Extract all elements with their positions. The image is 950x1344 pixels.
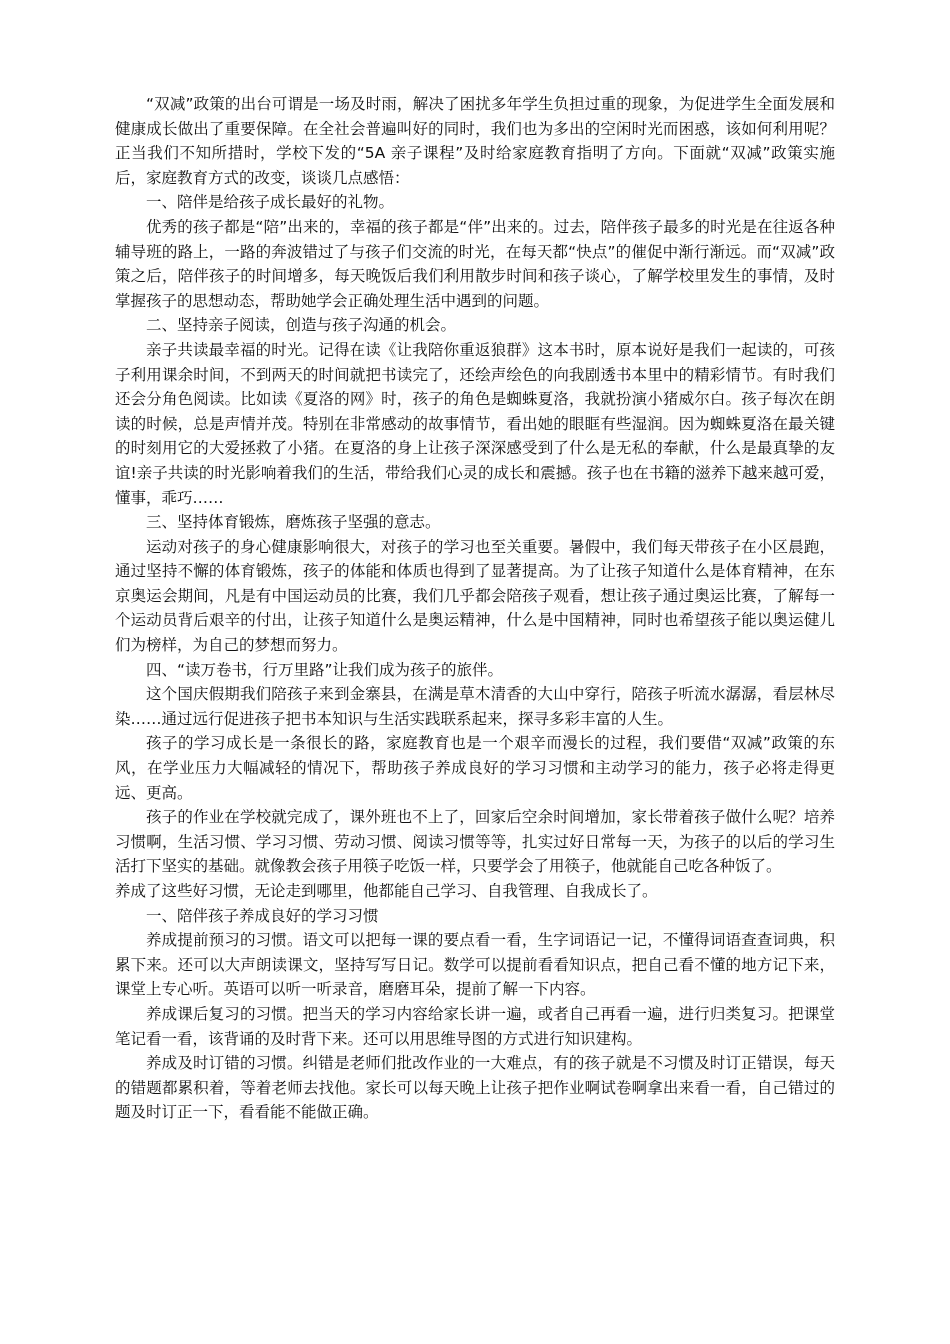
section-heading-travel: 四、“读万卷书，行万里路”让我们成为孩子的旅伴。 [146, 660, 504, 679]
section-heading-exercise: 三、坚持体育锻炼，磨炼孩子坚强的意志。 [146, 513, 441, 532]
habits-intro-paragraph: 孩子的作业在学校就完成了，课外班也不上了，回家后空余时间增加，家长带着孩子做什么呢？培养习惯啊，生活习惯、学习习惯、劳动习惯、阅读习惯等等，扎实过好日常每一天，为孩子的以后的学习生活打下坚实的基础。就像教会孩子用筷子吃饭一样，只要学会了用筷子，他就能自己吃各种饭了。 [115, 808, 835, 876]
travel-paragraph: 这个国庆假期我们陪孩子来到金寨县，在满是草木清香的大山中穿行，陪孩子听流水潺潺，看层林尽染……通过远行促进孩子把书本知识与生活实践联系起来，探寻多彩丰富的人生。 [115, 685, 835, 728]
exercise-paragraph: 运动对孩子的身心健康影响很大，对孩子的学习也至关重要。暑假中，我们每天带孩子在小区晨跑，通过坚持不懈的体育锻炼，孩子的体能和体质也得到了显著提高。为了让孩子知道什么是体育精神，在东京奥运会期间，凡是有中国运动员的比赛，我们几乎都会陪孩子观看，想让孩子通过奥运比赛，了解每一个运动员背后艰辛的付出，让孩子知道什么是奥运精神，什么是中国精神，同时也希望孩子能以奥运健儿们为榜样，为自己的梦想而努力。 [115, 537, 835, 655]
habits-conclusion-line: 养成了这些好习惯，无论走到哪里，他都能自己学习、自我管理、自我成长了。 [115, 882, 658, 900]
correction-habit-paragraph: 养成及时订错的习惯。纠错是老师们批改作业的一大难点，有的孩子就是不习惯及时订正错误，每天的错题都累积着，等着老师去找他。家长可以每天晚上让孩子把作业啊试卷啊拿出来看一看，自己错过的题及时订正一下，看看能不能做正确。 [115, 1054, 835, 1122]
reading-paragraph: 亲子共读最幸福的时光。记得在读《让我陪你重返狼群》这本书时，原本说好是我们一起读的，可孩子利用课余时间，不到两天的时间就把书读完了，还绘声绘色的向我剧透书本里中的精彩情节。有时我们还会分角色阅读。比如读《夏洛的网》时，孩子的角色是蜘蛛夏洛，我就扮演小猪威尔白。孩子每次在朗读的时候，总是声情并茂。特别在非常感动的故事情节，看出她的眼眶有些湿润。因为蜘蛛夏洛在最关键的时刻用它的大爱拯救了小猪。在夏洛的身上让孩子深深感受到了什么是无私的奉献，什么是最真挚的友谊!亲子共读的时光影响着我们的生活，带给我们心灵的成长和震撼。孩子也在书籍的滋养下越来越可爱，懂事，乖巧…… [115, 340, 835, 507]
section-heading-study-habits: 一、陪伴孩子养成良好的学习习惯 [146, 906, 379, 925]
section-heading-companionship: 一、陪伴是给孩子成长最好的礼物。 [146, 193, 395, 212]
intro-paragraph: “双减”政策的出台可谓是一场及时雨，解决了困扰多年学生负担过重的现象，为促进学生全面发展和健康成长做出了重要保障。在全社会普遍叫好的同时，我们也为多出的空闲时光而困惑，该如何利用呢？正当我们不知所措时，学校下发的“5A 亲子课程”及时给家庭教育指明了方向。下面就“双减”政策实施后，家庭教育方式的改变，谈谈几点感悟： [115, 95, 835, 187]
preview-habit-paragraph: 养成提前预习的习惯。语文可以把每一课的要点看一看，生字词语记一记，不懂得词语查查词典，积累下来。还可以大声朗读课文，坚持写写日记。数学可以提前看看知识点，把自己看不懂的地方记下来，课堂上专心听。英语可以听一听录音，磨磨耳朵，提前了解一下内容。 [115, 931, 835, 999]
review-habit-paragraph: 养成课后复习的习惯。把当天的学习内容给家长讲一遍，或者自己再看一遍，进行归类复习。把课堂笔记看一看，该背诵的及时背下来。还可以用思维导图的方式进行知识建构。 [115, 1004, 835, 1048]
section-heading-reading: 二、坚持亲子阅读，创造与孩子沟通的机会。 [146, 316, 457, 335]
summary-paragraph: 孩子的学习成长是一条很长的路，家庭教育也是一个艰辛而漫长的过程，我们要借“双减”政策的东风，在学业压力大幅减轻的情况下，帮助孩子养成良好的学习习惯和主动学习的能力，孩子必将走得更远、更高。 [115, 734, 835, 802]
document-body [115, 92, 835, 1125]
companionship-paragraph: 优秀的孩子都是“陪”出来的，幸福的孩子都是“伴”出来的。过去，陪伴孩子最多的时光是在往返各种辅导班的路上，一路的奔波错过了与孩子们交流的时光，在每天都“快点”的催促中渐行渐远。而“双减”政策之后，陪伴孩子的时间增多，每天晚饭后我们利用散步时间和孩子谈心，了解学校里发生的事情，及时掌握孩子的思想动态，帮助她学会正确处理生活中遇到的问题。 [115, 217, 835, 310]
